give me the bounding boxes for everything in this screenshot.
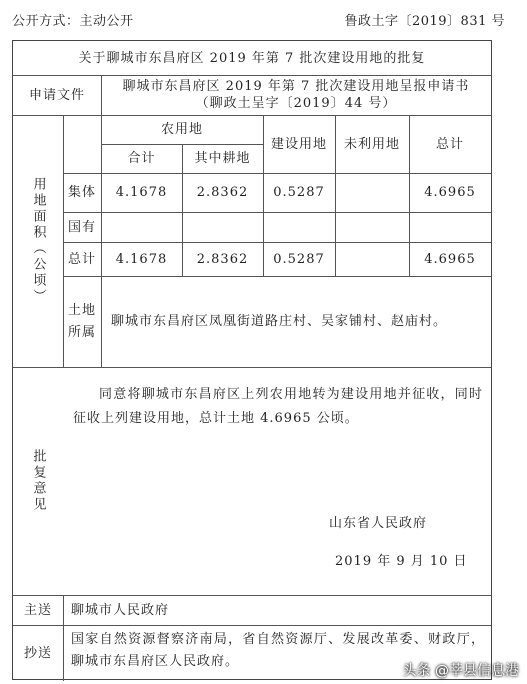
- rule-h: [63, 212, 491, 213]
- header-arable: 其中耕地: [194, 151, 251, 166]
- ownership-label: [63, 276, 101, 367]
- row-total-label: 总计: [67, 251, 96, 267]
- main-recipient-value: 聊城市人民政府: [71, 602, 170, 618]
- ownership-value: 聊城市东昌府区凤凰街道路庄村、吴家铺村、赵庙村。: [111, 314, 448, 329]
- approval-label: [13, 367, 63, 595]
- ownership-label-line-1: 土地: [67, 302, 96, 318]
- approval-date: 2019 年 9 月 10 日: [335, 554, 468, 569]
- document-number: 鲁政土字〔2019〕831 号: [344, 14, 505, 29]
- total-arable: 2.8362: [196, 251, 249, 267]
- application-label: 申请文件: [28, 87, 85, 103]
- total-subtotal: 4.1678: [115, 251, 168, 267]
- collective-total: 4.6965: [424, 185, 476, 200]
- total-total: 4.6965: [424, 251, 476, 267]
- collective-unused: [335, 173, 409, 212]
- collective-construction: 0.5287: [273, 185, 325, 200]
- cc-label: 抄送: [23, 645, 52, 661]
- header-total: 总计: [435, 136, 464, 152]
- application-line-2: （聊政土呈字〔2019〕44 号）: [195, 96, 397, 111]
- rule-h: [13, 625, 491, 626]
- collective-arable: 2.8362: [196, 185, 249, 200]
- land-area-label-text: 用地面积（公顷）: [30, 177, 46, 305]
- application-line-1: 聊城市东昌府区 2019 年第 7 批次建设用地呈报申请书: [122, 79, 470, 94]
- header-subtotal: 合计: [127, 151, 156, 166]
- row-collective-label: 集体: [67, 185, 96, 200]
- main-recipient-label: 主送: [23, 602, 52, 618]
- cc-value: 国家自然资源督察济南局，省自然资源厅、发展改革委、财政厅，聊城市东昌府区人民政府。: [71, 632, 485, 669]
- document-title: 关于聊城市东昌府区 2019 年第 7 批次建设用地的批复: [78, 50, 426, 66]
- approval-table: [12, 40, 492, 680]
- watermark: 头条 @莘县信息港: [402, 663, 519, 679]
- disclosure-method: 公开方式：主动公开: [12, 14, 134, 29]
- ownership-label-line-2: 所属: [67, 324, 96, 340]
- rule-h: [13, 367, 491, 368]
- header-agricultural: 农用地: [160, 122, 203, 137]
- header-construction: 建设用地: [270, 136, 327, 152]
- land-area-label: [13, 115, 63, 367]
- approval-text: 同意将聊城市东昌府区上列农用地转为建设用地并征收，同时征收上列建设用地，总计土地 4.6965 公顷。: [73, 387, 483, 426]
- approval-label-text: 批复意见: [30, 449, 46, 513]
- collective-subtotal: 4.1678: [115, 185, 168, 200]
- row-state-label: 国有: [67, 219, 96, 235]
- total-unused: [335, 242, 409, 276]
- total-construction: 0.5287: [273, 251, 325, 267]
- application-value: [101, 75, 491, 115]
- approval-issuer: 山东省人民政府: [329, 516, 428, 531]
- header-unused: 未利用地: [343, 136, 400, 152]
